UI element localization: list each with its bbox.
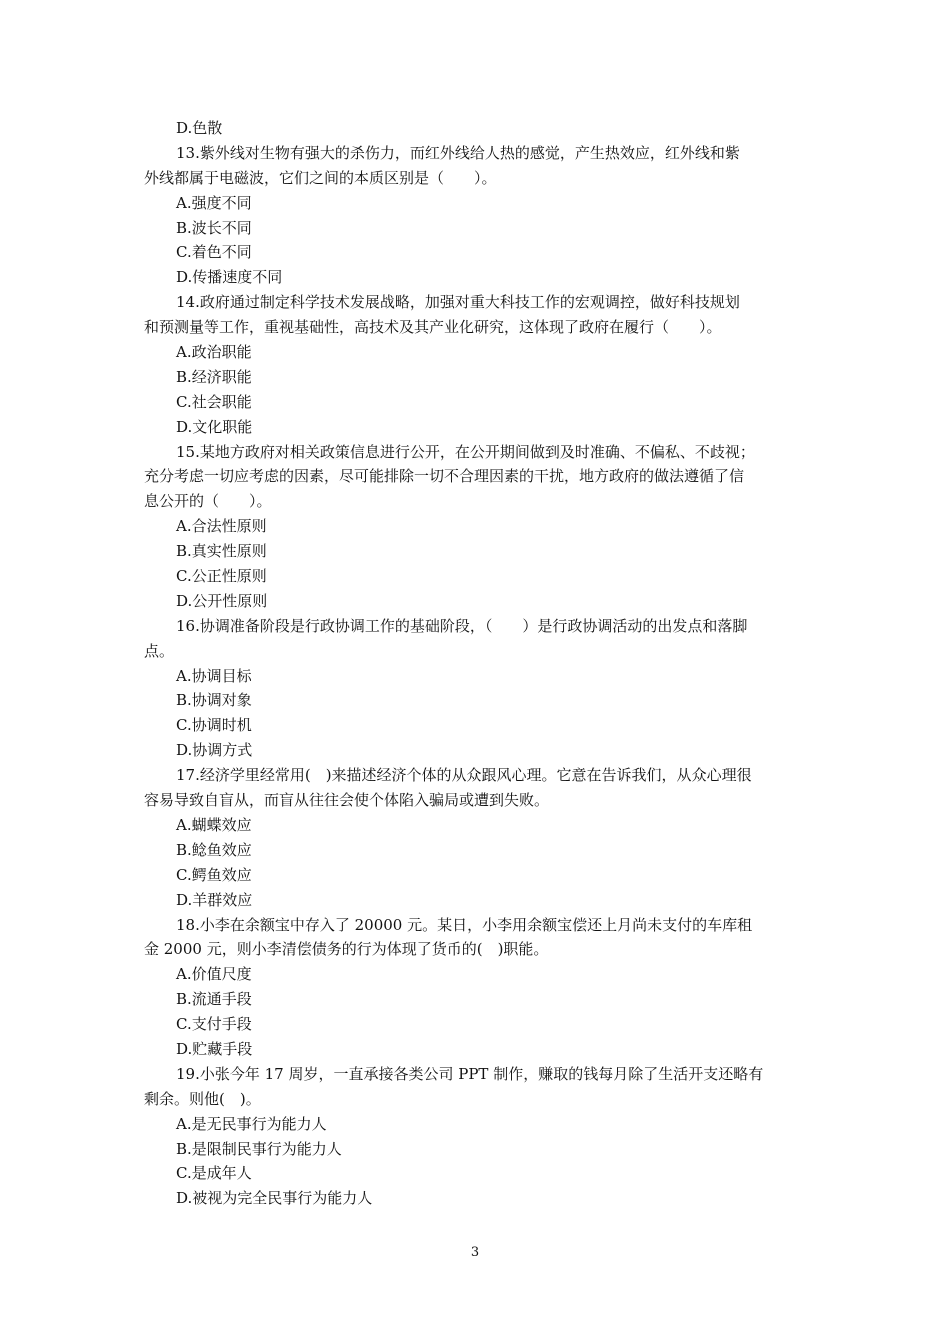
question-stem bbox=[144, 290, 808, 340]
answer-option: B.经济职能 bbox=[176, 367, 252, 386]
answer-option: A.合法性原则 bbox=[176, 517, 267, 536]
question-stem-line: 16.协调准备阶段是行政协调工作的基础阶段，（ ）是行政协调活动的出发点和落脚 bbox=[176, 616, 748, 635]
question-stem-line: 金 2000 元，则小李清偿债务的行为体现了货币的( )职能。 bbox=[144, 940, 549, 959]
question-stem-line: 14.政府通过制定科学技术发展战略，加强对重大科技工作的宏观调控，做好科技规划 bbox=[176, 293, 740, 312]
answer-option: D.被视为完全民事行为能力人 bbox=[176, 1189, 373, 1208]
answer-option: A.价值尺度 bbox=[176, 965, 252, 984]
answer-option: C.是成年人 bbox=[176, 1164, 252, 1183]
question-stem bbox=[144, 440, 808, 515]
question-stem-line: 15.某地方政府对相关政策信息进行公开，在公开期间做到及时准确、不偏私、不歧视； bbox=[176, 442, 755, 461]
question-stem-line: 充分考虑一切应考虑的因素，尽可能排除一切不合理因素的干扰，地方政府的做法遵循了信 bbox=[144, 467, 745, 486]
answer-option: B.是限制民事行为能力人 bbox=[176, 1139, 342, 1158]
answer-option: D.色散 bbox=[176, 119, 223, 137]
answer-option: A.政治职能 bbox=[176, 343, 252, 362]
question-stem-line: 外线都属于电磁波，它们之间的本质区别是（ ）。 bbox=[144, 168, 497, 187]
answer-option: C.着色不同 bbox=[176, 243, 252, 262]
answer-option: C.社会职能 bbox=[176, 392, 252, 411]
answer-option: A.是无民事行为能力人 bbox=[176, 1114, 327, 1133]
answer-option: D.传播速度不同 bbox=[176, 268, 283, 287]
answer-option: D.羊群效应 bbox=[176, 890, 253, 909]
question-stem-line: 点。 bbox=[144, 641, 175, 660]
answer-option: C.鳄鱼效应 bbox=[176, 865, 252, 884]
answer-option: B.鲶鱼效应 bbox=[176, 840, 252, 859]
question-stem-line: 19.小张今年 17 周岁，一直承接各类公司 PPT 制作，赚取的钱每月除了生活开支还略有 bbox=[176, 1064, 764, 1083]
answer-option: C.支付手段 bbox=[176, 1015, 252, 1034]
answer-option: A.协调目标 bbox=[176, 666, 252, 685]
question-stem bbox=[144, 913, 808, 963]
answer-option: B.协调对象 bbox=[176, 691, 252, 710]
question-stem-line: 13.紫外线对生物有强大的杀伤力，而红外线给人热的感觉，产生热效应，红外线和紫 bbox=[176, 143, 740, 162]
answer-option: D.公开性原则 bbox=[176, 591, 268, 610]
question-stem-line: 17.经济学里经常用( )来描述经济个体的从众跟风心理。它意在告诉我们，从众心理很 bbox=[176, 766, 752, 785]
page-number: 3 bbox=[470, 1245, 480, 1260]
question-stem bbox=[144, 763, 808, 813]
question-stem bbox=[144, 141, 808, 191]
answer-option: D.贮藏手段 bbox=[176, 1039, 253, 1058]
question-stem-line: 18.小李在余额宝中存入了 20000 元。某日，小李用余额宝偿还上月尚未支付的车库租 bbox=[176, 915, 753, 934]
question-list bbox=[144, 116, 808, 1211]
answer-option: A.强度不同 bbox=[176, 193, 252, 212]
answer-option: D.协调方式 bbox=[176, 741, 253, 760]
answer-option: B.波长不同 bbox=[176, 218, 252, 237]
question-stem-line: 和预测量等工作，重视基础性，高技术及其产业化研究，这体现了政府在履行（ ）。 bbox=[144, 318, 722, 337]
question-stem bbox=[144, 614, 808, 664]
answer-option: D.文化职能 bbox=[176, 417, 253, 436]
question-stem-line: 剩余。则他( )。 bbox=[144, 1089, 261, 1108]
answer-option: C.公正性原则 bbox=[176, 567, 267, 586]
answer-option: B.流通手段 bbox=[176, 990, 252, 1009]
question-stem-line: 息公开的（ ）。 bbox=[144, 492, 272, 511]
question-stem-line: 容易导致自盲从，而盲从往往会使个体陷入骗局或遭到失败。 bbox=[144, 791, 550, 810]
answer-option: C.协调时机 bbox=[176, 716, 252, 735]
question-stem bbox=[144, 1062, 808, 1112]
answer-option: B.真实性原则 bbox=[176, 542, 267, 561]
answer-option: A.蝴蝶效应 bbox=[176, 815, 252, 834]
